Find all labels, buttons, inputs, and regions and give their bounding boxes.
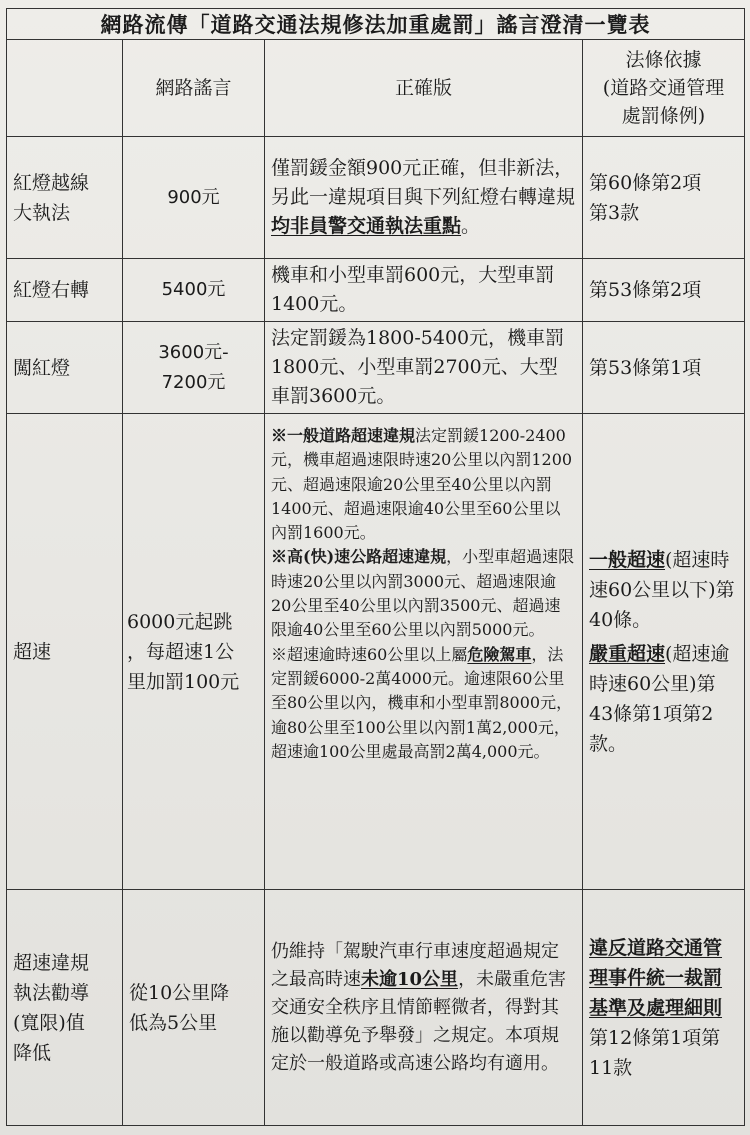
header-rumor: 網路謠言 <box>123 40 265 137</box>
correct-text: 法定罰鍰為1800-5400元，機車罰1800元、小型車罰2700元、大型車罰3600元。 <box>265 322 583 414</box>
rumor-value: 900元 <box>123 137 265 259</box>
rumor-value: 5400元 <box>123 259 265 322</box>
header-empty <box>7 40 123 137</box>
correct-text <box>265 414 583 890</box>
table-row <box>7 322 745 414</box>
item-name: 闖紅燈 <box>7 322 123 414</box>
rumor-table <box>6 8 745 1126</box>
rumor-value: 6000元起跳 ，每超速1公 里加罰100元 <box>123 414 265 890</box>
header-correct: 正確版 <box>265 40 583 137</box>
rumor-value: 3600元- 7200元 <box>123 322 265 414</box>
legal-basis: 一般超速(超速時速60公里以下)第40條。 嚴重超速(超速逾時速60公里)第43條第1項第2款。 <box>583 414 745 890</box>
rumor-value: 從10公里降 低為5公里 <box>123 890 265 1126</box>
legal-basis: 第60條第2項 第3款 <box>583 137 745 259</box>
paragraph-expressway: ※高(快)速公路超速違規，小型車超過速限時速20公里以內罰3000元、超過速限逾20公里至40公里以內罰3500元、超過速限逾40公里至60公里以內罰5000元。 <box>271 547 575 640</box>
table-row <box>7 890 745 1126</box>
legal-basis: 第53條第1項 <box>583 322 745 414</box>
item-name: 紅燈越線 大執法 <box>7 137 123 259</box>
legal-basis: 違反道路交通管理事件統一裁罰基準及處理細則第12條第1項第11款 <box>583 890 745 1126</box>
correct-text: 僅罰鍰金額900元正確，但非新法，另此一違規項目與下列紅燈右轉違規均非員警交通執法重點。 <box>265 137 583 259</box>
legal-basis: 第53條第2項 <box>583 259 745 322</box>
header-row <box>7 40 745 137</box>
paragraph-general-road: ※一般道路超速違規法定罰鍰1200-2400元，機車超過速限時速20公里以內罰1200元、超過速限逾20公里至40公里以內罰1400元、超過速限逾40公里至60公里以內罰1600元。 <box>271 426 573 543</box>
paragraph-dangerous: ※超速逾時速60公里以上屬危險駕車，法定罰鍰6000-2萬4000元。逾速限60公里至80公里以內，機車和小型車罰8000元，逾80公里至100公里以內罰1萬2,000元，超速逾100公里處最高罰2萬4,000元。 <box>271 644 573 761</box>
item-name: 超速 <box>7 414 123 890</box>
header-legal-basis: 法條依據 (道路交通管理 處罰條例) <box>583 40 745 137</box>
item-name: 超速違規 執法勸導 (寬限)值 降低 <box>7 890 123 1126</box>
item-name: 紅燈右轉 <box>7 259 123 322</box>
correct-text: 機車和小型車罰600元，大型車罰1400元。 <box>265 259 583 322</box>
document-title: 網路流傳「道路交通法規修法加重處罰」謠言澄清一覽表 <box>7 9 745 40</box>
correct-text: 仍維持「駕駛汽車行車速度超過規定之最高時速未逾10公里，未嚴重危害交通安全秩序且情節輕微者，得對其施以勸導免予舉發」之規定。本項規定於一般道路或高速公路均有適用。 <box>265 890 583 1126</box>
table-row <box>7 259 745 322</box>
table-row <box>7 137 745 259</box>
table-row <box>7 414 745 890</box>
